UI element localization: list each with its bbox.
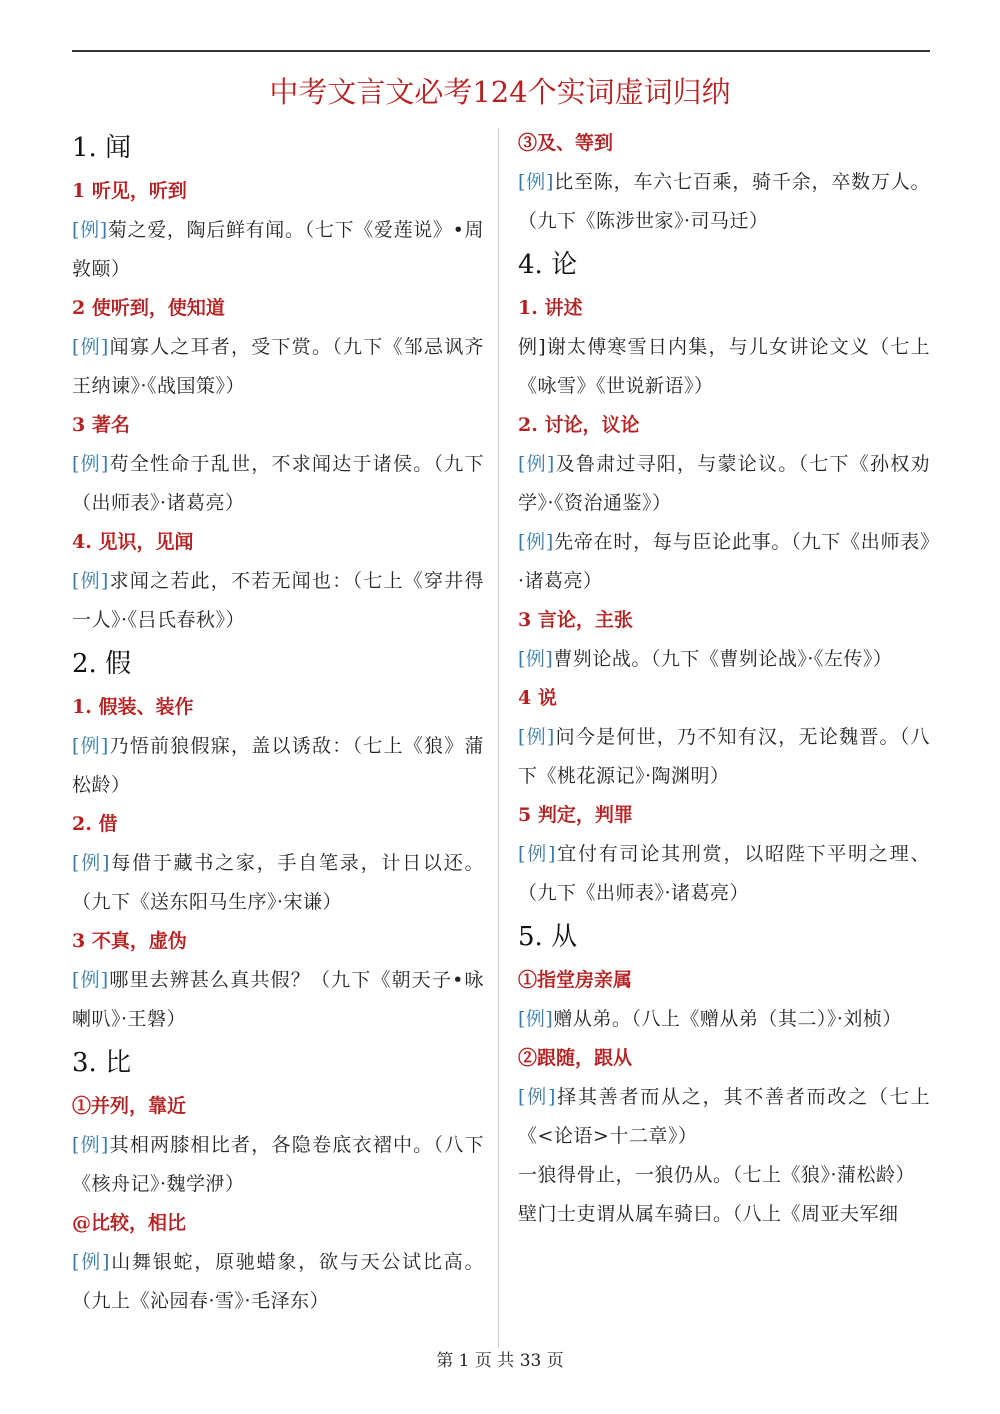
example-sentence (518, 1000, 930, 1039)
left-column (72, 124, 484, 1321)
text: @比较，相比 (72, 1212, 187, 1234)
meaning-subheading (518, 124, 930, 163)
text: 菊之爱，陶后鲜有闻。（七下《爱莲说》•周敦颐） (72, 219, 484, 280)
text: 山舞银蛇，原驰蜡象，欲与天公试比高。（九上《沁园春·雪》·毛泽东） (72, 1251, 484, 1312)
example-tag: [例] (518, 843, 556, 865)
text: 3 著名 (72, 414, 130, 436)
text: ②跟随，跟从 (518, 1047, 633, 1069)
example-sentence (518, 163, 930, 241)
text: 乃悟前狼假寐，盖以诱敌：（七上《狼》蒲松龄） (72, 735, 484, 796)
text: 一狼得骨止，一狼仍从。（七上《狼》·蒲松龄） (518, 1164, 916, 1186)
text: 及鲁肃过寻阳，与蒙论议。（七下《孙权劝学》·《资治通鉴》） (518, 453, 930, 514)
example-sentence (72, 211, 484, 289)
text: 2. 假 (72, 649, 132, 679)
example-sentence (72, 727, 484, 805)
example-sentence (518, 328, 930, 406)
page-number: 第 1 页 共 33 页 (436, 1351, 564, 1371)
text: 5. 从 (518, 922, 578, 952)
example-tag: [例] (72, 219, 108, 241)
example-sentence (72, 445, 484, 523)
meaning-subheading (518, 289, 930, 328)
meaning-subheading (72, 289, 484, 328)
text: 3 不真，虚伪 (72, 930, 187, 952)
text: 3. 比 (72, 1048, 132, 1078)
example-tag: [例] (518, 726, 555, 748)
text: 苟全性命于乱世，不求闻达于诸侯。（九下（出师表》·诸葛亮） (72, 453, 484, 514)
text: 问今是何世，乃不知有汉，无论魏晋。（八下《桃花源记》·陶渊明） (518, 726, 930, 787)
example-sentence (72, 562, 484, 640)
example-tag: [例] (72, 570, 109, 592)
text: 求闻之若此，不若无闻也：（七上《穿井得一人》·《吕氏春秋》） (72, 570, 484, 631)
meaning-subheading (72, 523, 484, 562)
text: 4. 论 (518, 250, 578, 280)
top-rule (72, 50, 930, 52)
entry-heading (72, 1039, 484, 1087)
meaning-subheading (72, 406, 484, 445)
text: 1 听见，听到 (72, 180, 187, 202)
example-tag: [例] (518, 531, 554, 553)
example-tag: [例] (518, 648, 554, 670)
meaning-subheading (518, 406, 930, 445)
example-sentence (72, 961, 484, 1039)
example-sentence (518, 835, 930, 913)
text: 1. 假装、装作 (72, 696, 194, 718)
example-tag: [例] (518, 1008, 554, 1030)
example-tag: [例] (72, 735, 109, 757)
text: 赠从弟。（八上《赠从弟（其二）》·刘桢） (553, 1008, 902, 1030)
text: 宜付有司论其刑赏，以昭陛下平明之理、（九下《出师表》·诸葛亮） (518, 843, 930, 904)
meaning-subheading (518, 679, 930, 718)
text: 2. 借 (72, 813, 118, 835)
example-tag: [例] (518, 171, 554, 193)
example-sentence (72, 1243, 484, 1321)
text: 先帝在时，每与臣论此事。（九下《出师表》·诸葛亮） (518, 531, 930, 592)
entry-heading (518, 913, 930, 961)
example-sentence (518, 523, 930, 601)
column-divider (498, 128, 499, 1348)
text: ①指堂房亲属 (518, 969, 633, 991)
example-sentence (518, 1195, 930, 1234)
meaning-subheading (518, 601, 930, 640)
text: 壁门士吏谓从属车骑曰。（八上《周亚夫军细 (518, 1203, 899, 1225)
example-sentence (72, 844, 484, 922)
example-tag: [例] (518, 453, 555, 475)
text: 3 言论，主张 (518, 609, 633, 631)
text: ③及、等到 (518, 132, 614, 154)
entry-heading (72, 640, 484, 688)
text: 1. 闻 (72, 133, 132, 163)
meaning-subheading (72, 1204, 484, 1243)
right-column (518, 124, 930, 1234)
example-tag: [例] (72, 1134, 109, 1156)
text: 每借于藏书之家，手自笔录，计日以还。（九下《送东阳马生序》·宋谦） (72, 852, 484, 913)
meaning-subheading (72, 688, 484, 727)
example-sentence (72, 1126, 484, 1204)
example-sentence (518, 445, 930, 523)
meaning-subheading (518, 1039, 930, 1078)
meaning-subheading (518, 961, 930, 1000)
text: 2. 讨论，议论 (518, 414, 640, 436)
example-tag: [例] (72, 1251, 110, 1273)
text: ①并列，靠近 (72, 1095, 187, 1117)
example-sentence (72, 328, 484, 406)
text: 例]谢太傅寒雪日内集，与儿女讲论文义（七上《咏雪》《世说新语》） (518, 336, 930, 397)
example-sentence (518, 1156, 930, 1195)
text: 其相两膝相比者，各隐卷底衣褶中。（八下《核舟记》·魏学洢） (72, 1134, 484, 1195)
example-tag: [例] (72, 969, 109, 991)
example-tag: [例] (72, 336, 109, 358)
meaning-subheading (72, 805, 484, 844)
meaning-subheading (518, 796, 930, 835)
text: 比至陈，车六七百乘，骑千余，卒数万人。（九下《陈涉世家》·司马迁） (518, 171, 930, 232)
text: 1. 讲述 (518, 297, 583, 319)
page-title: 中考文言文必考124个实词虚词归纳 (269, 75, 731, 109)
meaning-subheading (72, 1087, 484, 1126)
text: 择其善者而从之，其不善者而改之（七上《<论语>十二章》） (518, 1086, 930, 1147)
example-sentence (518, 640, 930, 679)
text: 闻寡人之耳者，受下赏。（九下《邹忌讽齐王纳谏》·《战国策》） (72, 336, 484, 397)
text: 4 说 (518, 687, 557, 709)
example-tag: [例] (518, 1086, 556, 1108)
text: 哪里去辨甚么真共假？（九下《朝天子•咏喇叭》·王磐） (72, 969, 484, 1030)
text: 2 使听到，使知道 (72, 297, 225, 319)
meaning-subheading (72, 172, 484, 211)
text: 4. 见识，见闻 (72, 531, 194, 553)
example-tag: [例] (72, 852, 110, 874)
entry-heading (72, 124, 484, 172)
example-sentence (518, 1078, 930, 1156)
example-tag: [例] (72, 453, 109, 475)
text: 5 判定，判罪 (518, 804, 633, 826)
entry-heading (518, 241, 930, 289)
meaning-subheading (72, 922, 484, 961)
example-sentence (518, 718, 930, 796)
text: 曹刿论战。（九下《曹刿论战》·《左传》） (553, 648, 893, 670)
